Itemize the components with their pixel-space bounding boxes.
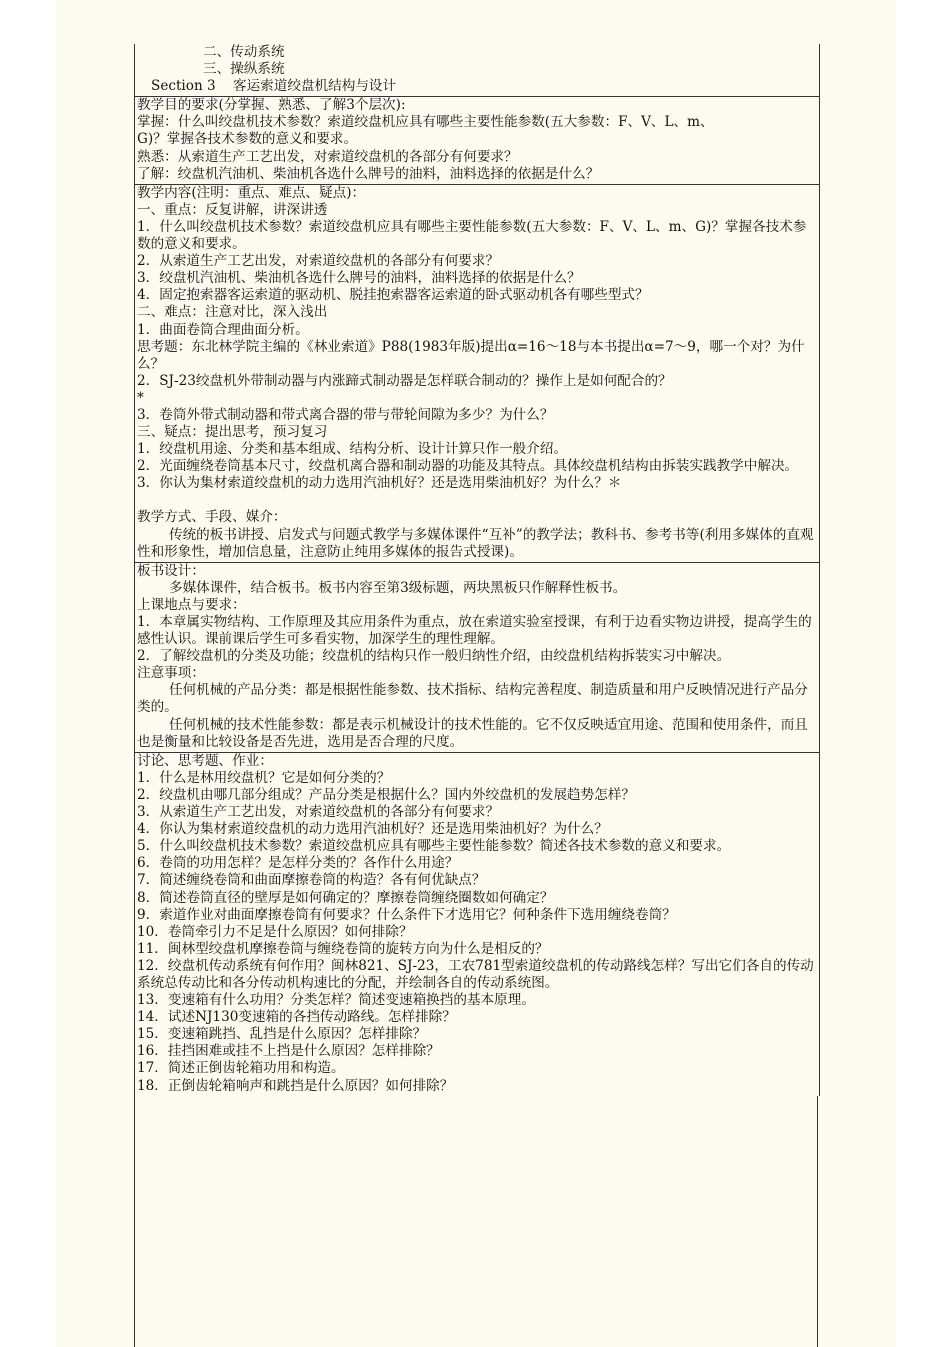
discussion-item: 2．绞盘机由哪几部分组成？产品分类是根据什么？国内外绞盘机的发展趋势怎样？ xyxy=(137,786,636,803)
outline-cell xyxy=(135,44,819,97)
class-place-title: 上课地点与要求： xyxy=(137,596,246,613)
discussion-item: 12．绞盘机传动系统有何作用？闽林821、SJ-23，工农781型索道绞盘机的传动路线怎样？写出它们各自的传动系统总传动比和各分传动机构速比的分配，并绘制各自的传动系统图。 xyxy=(137,957,814,991)
discussion-item: 3．从索道生产工艺出发，对索道绞盘机的各部分有何要求？ xyxy=(137,804,500,821)
key-point-2: 2．从索道生产工艺出发，对索道绞盘机的各部分有何要求？ xyxy=(137,253,500,270)
discussion-item: 1．什么是林用绞盘机？它是如何分类的？ xyxy=(137,769,391,786)
doubt-point-2: 2．光面缠绕卷筒基本尺寸，绞盘机离合器和制动器的功能及其特点。具体绞盘机结构由拆装实践教学中解决。 xyxy=(137,458,799,475)
discussion-item: 18．正倒齿轮箱响声和跳挡是什么原因？如何排除？ xyxy=(137,1077,454,1094)
objective-master-continued: G)？掌握各技术参数的意义和要求。 xyxy=(137,131,358,148)
outline-item-3: 三、操纵系统 xyxy=(203,61,285,78)
teaching-method-title: 教学方式、手段、媒介： xyxy=(137,509,287,526)
discussion-item: 6．卷筒的功用怎样？是怎样分类的？各作什么用途？ xyxy=(137,855,459,872)
discussion-item: 11．闽林型绞盘机摩擦卷筒与缠绕卷筒的旋转方向为什么是相反的？ xyxy=(137,940,549,957)
discussion-item: 4．你认为集材索道绞盘机的动力选用汽油机好？还是选用柴油机好？为什么？ xyxy=(137,821,608,838)
objective-master: 掌握：什么叫绞盘机技术参数？索道绞盘机应具有哪些主要性能参数(五大参数：F、V、L、m、 xyxy=(137,114,714,131)
discussion-item: 7．简述缠绕卷筒和曲面摩擦卷筒的构造？各有何优缺点？ xyxy=(137,872,486,889)
outline-item-2: 二、传动系统 xyxy=(203,44,285,60)
doubt-point-1: 1．绞盘机用途、分类和基本组成、结构分析、设计计算只作一般介绍。 xyxy=(137,441,568,458)
objectives-heading: 教学目的要求(分掌握、熟悉、了解3个层次): xyxy=(137,97,406,114)
difficult-point-3: 3．卷筒外带式制动器和带式离合器的带与带轮间隙为多少？为什么？ xyxy=(137,406,554,423)
discussion-item: 8．简述卷筒直径的壁厚是如何确定的？摩擦卷筒缠绕圈数如何确定？ xyxy=(137,889,554,906)
discussion-item: 5．什么叫绞盘机技术参数？索道绞盘机应具有哪些主要性能参数？简述各技术参数的意义和要求。 xyxy=(137,838,731,855)
teaching-method-body: 传统的板书讲授、启发式与问题式教学与多媒体课件“互补”的教学法；教科书、参考书等(利用多媒体的直观性和形象性，增加信息量，注意防止纯用多媒体的报告式授课)。 xyxy=(137,526,814,560)
key-point-3: 3．绞盘机汽油机、柴油机各选什么牌号的油料，油料选择的依据是什么？ xyxy=(137,270,581,287)
discussion-heading: 讨论、思考题、作业： xyxy=(137,752,273,769)
discussion-item: 15．变速箱跳挡、乱挡是什么原因？怎样排除？ xyxy=(137,1026,427,1043)
key-point-1: 1．什么叫绞盘机技术参数？索道绞盘机应具有哪些主要性能参数(五大参数：F、V、L、m、G)？掌握各技术参数的意义和要求。 xyxy=(137,218,807,253)
objectives-cell xyxy=(135,97,819,184)
difficult-point-2: 2．SJ-23绞盘机外带制动器与内涨蹄式制动器是怎样联合制动的？操作上是如何配合的？ xyxy=(137,372,672,389)
board-design-body: 多媒体课件，结合板书。板书内容至第3级标题，两块黑板只作解释性板书。 xyxy=(169,579,627,596)
board-design-cell xyxy=(135,563,819,753)
key-point-4: 4．固定抱索器客运索道的驱动机、脱挂抱索器客运索道的卧式驱动机各有哪些型式？ xyxy=(137,287,649,304)
content-heading: 教学内容(注明：重点、难点、疑点)： xyxy=(137,184,366,201)
difficult-point-2-mark: * xyxy=(137,389,144,406)
class-place-item-2: 2．了解绞盘机的分类及功能；绞盘机的结构只作一般归纳性介绍，由绞盘机结构拆装实习中解决。 xyxy=(137,648,731,665)
content-cell xyxy=(135,185,819,563)
objective-familiar: 熟悉：从索道生产工艺出发，对索道绞盘机的各部分有何要求？ xyxy=(137,148,518,165)
board-design-heading: 板书设计： xyxy=(137,562,205,579)
lesson-plan-table xyxy=(134,44,820,1096)
discussion-item: 14．试述NJ130变速箱的各挡传动路线。怎样排除？ xyxy=(137,1009,456,1026)
difficult-point-1: 1．曲面卷筒合理曲面分析。 xyxy=(137,321,309,338)
difficult-points-title: 二、难点：注意对比，深入浅出 xyxy=(137,304,328,321)
discussion-item: 16．挂挡困难或挂不上挡是什么原因？怎样排除？ xyxy=(137,1043,440,1060)
table-continuation-border xyxy=(134,1096,818,1347)
notes-title: 注意事项： xyxy=(137,665,205,682)
discussion-item: 17．简述正倒齿轮箱功用和构造。 xyxy=(137,1060,345,1077)
discussion-item: 10．卷筒牵引力不足是什么原因？如何排除？ xyxy=(137,923,413,940)
difficult-think-question: 思考题：东北林学院主编的《林业索道》P88(1983年版)提出α=16～18与本书提出α=7～9，哪一个对？为什么？ xyxy=(137,338,805,372)
section-title: Section 3 客运索道绞盘机结构与设计 xyxy=(151,78,397,95)
discussion-item: 13．变速箱有什么功用？分类怎样？简述变速箱换挡的基本原理。 xyxy=(137,992,535,1009)
blank-line xyxy=(137,492,819,509)
notes-item-1: 任何机械的产品分类：都是根据性能参数、技术指标、结构完善程度、制造质量和用户反映情况进行产品分类的。 xyxy=(137,682,808,716)
class-place-item-1: 1．本章属实物结构、工作原理及其应用条件为重点，放在索道实验室授课，有利于边看实物边讲授，提高学生的感性认识。课前课后学生可多看实物，加深学生的理性理解。 xyxy=(137,614,812,648)
discussion-item: 9．索道作业对曲面摩擦卷筒有何要求？什么条件下才选用它？何种条件下选用缠绕卷筒？ xyxy=(137,906,676,923)
discussion-cell xyxy=(135,753,819,1096)
notes-item-2: 任何机械的技术性能参数：都是表示机械设计的技术性能的。它不仅反映适宜用途、范围和使用条件，而且也是衡量和比较设备是否先进，选用是否合理的尺度。 xyxy=(137,716,808,750)
objective-understand: 了解：绞盘机汽油机、柴油机各选什么牌号的油料，油料选择的依据是什么？ xyxy=(137,165,600,182)
doubt-points-title: 三、疑点：提出思考，预习复习 xyxy=(137,424,328,441)
key-points-title: 一、重点：反复讲解，讲深讲透 xyxy=(137,201,328,218)
doubt-point-3: 3．你认为集材索道绞盘机的动力选用汽油机好？还是选用柴油机好？为什么？＊ xyxy=(137,475,622,492)
